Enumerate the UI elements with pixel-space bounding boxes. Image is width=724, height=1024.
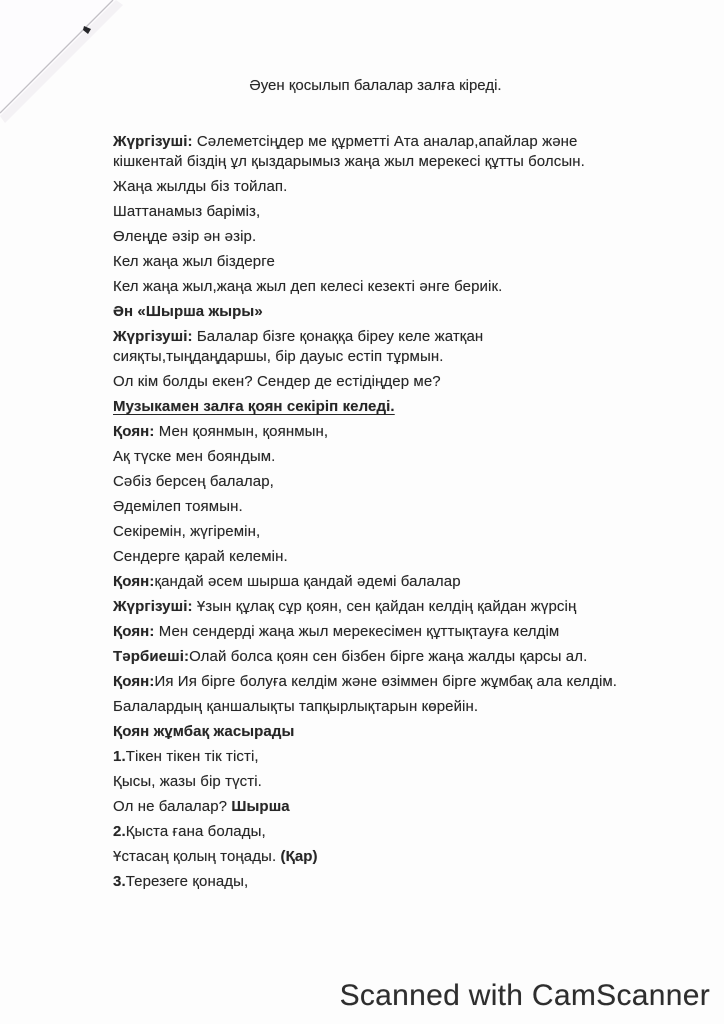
paragraph-rabbit: Балалардың қаншалықты тапқырлықтарын көрейін. [113,698,479,715]
document-body [113,132,638,892]
riddle-line: 1.Тікен тікен тік тісті, [113,748,259,765]
verse-line: Сәбіз берсең балалар, [113,473,274,490]
riddle-answer: Ұстасаң қолың тоңады. (Қар) [113,848,318,865]
stage-direction: Музыкамен залға қоян секіріп келеді. [113,398,395,415]
document-title: Әуен қосылып балалар залға кіреді. [249,77,502,94]
camscanner-watermark: Scanned with CamScanner [339,979,710,1012]
paragraph-host: Ол кім болды екен? Сендер де естідіңдер ме? [113,373,441,390]
riddle-answer: Ол не балалар? Шырша [113,798,290,815]
paragraph-host: Жүргізуші: Балалар бізге қонаққа біреу келе жатқан сияқты,тыңдаңдаршы, бір дауыс естіп тұрмын. [113,328,484,365]
verse-line: Кел жаңа жыл біздерге [113,253,275,270]
verse-line: Секіремін, жүгіремін, [113,523,261,540]
verse-line: Сендерге қарай келемін. [113,548,288,565]
paragraph-rabbit: Қоян:қандай әсем шырша қандай әдемі балалар [113,573,461,590]
paragraph-teacher: Тәрбиеші:Олай болса қоян сен бізбен бірге жаңа жалды қарсы ал. [113,648,588,665]
verse-line: Кел жаңа жыл,жаңа жыл деп келесі кезекті әнге бериік. [113,278,503,295]
riddle-line: 3.Терезеге қонады, [113,873,249,890]
ink-speck-artifact [83,26,91,34]
paragraph-rabbit: Қоян: Мен қоянмын, қоянмын, [113,423,329,440]
verse-line: Әдемілеп тоямын. [113,498,243,515]
paragraph-host-greeting: Жүргізуші: Сәлеметсіңдер ме құрметті Ата аналар,апайлар және кішкентай біздің ұл қыздарымыз жаңа жыл мерекесі құтты болсын. [113,133,585,170]
riddle-heading: Қоян жұмбақ жасырады [113,723,295,740]
verse-line: Шаттанамыз баріміз, [113,203,261,220]
song-heading: Ән «Шырша жыры» [113,303,263,320]
document-content [113,76,638,897]
paragraph-rabbit: Қоян:Ия Ия бірге болуға келдім және өзіммен бірге жұмбақ ала келдім. [113,673,618,690]
paragraph-host: Жүргізуші: Ұзын құлақ сұр қоян, сен қайдан келдің қайдан жүрсің [113,598,577,615]
paragraph-rabbit: Қоян: Мен сендерді жаңа жыл мерекесімен құттықтауға келдім [113,623,560,640]
verse-line: Жаңа жылды біз тойлап. [113,178,288,195]
verse-line: Ақ түске мен бояндым. [113,448,276,465]
riddle-line: Қысы, жазы бір түсті. [113,773,262,790]
riddle-line: 2.Қыста ғана болады, [113,823,266,840]
verse-line: Өлеңде әзір ән әзір. [113,228,257,245]
